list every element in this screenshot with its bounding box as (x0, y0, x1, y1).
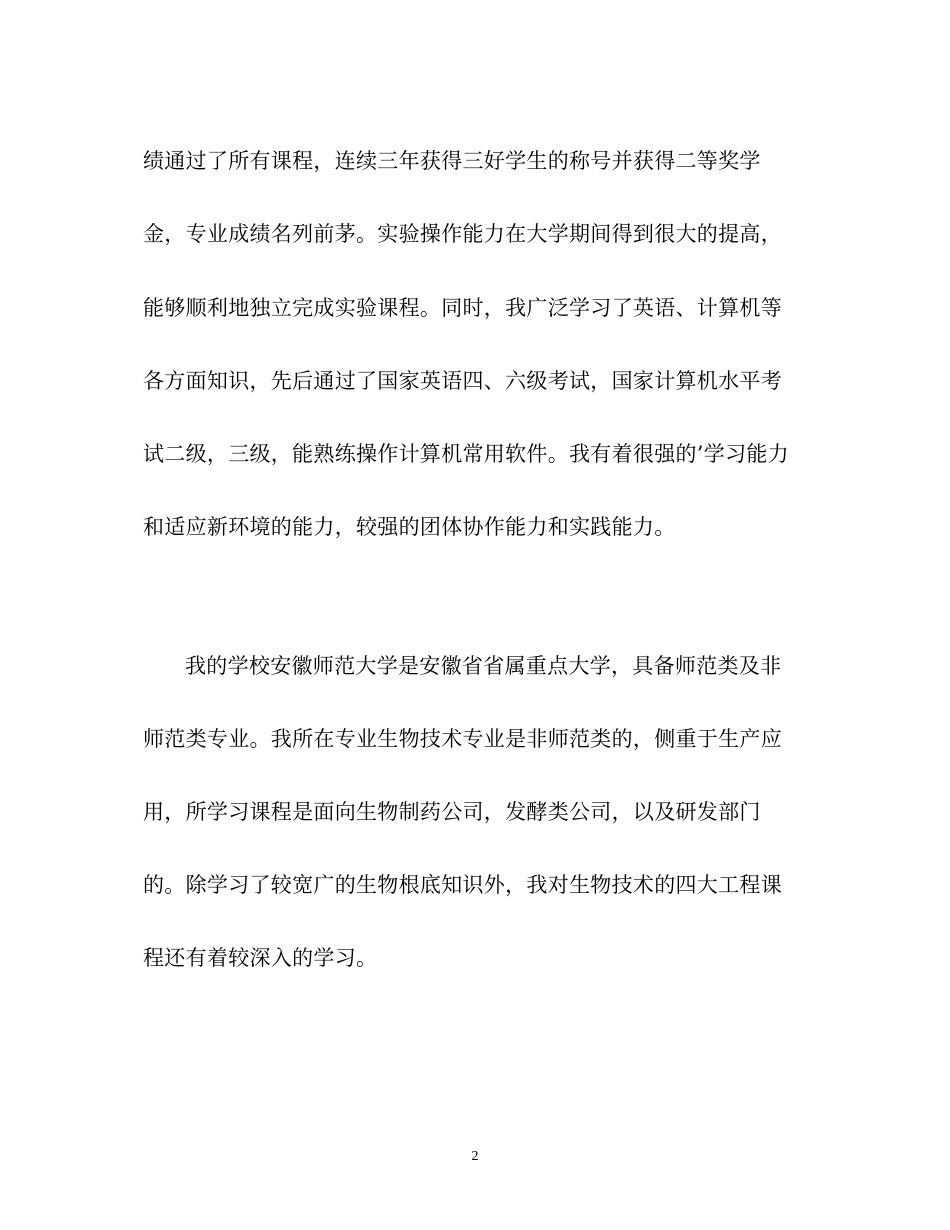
text-line: 金，专业成绩名列前茅。实验操作能力在大学期间得到很大的提高， (143, 222, 782, 246)
text-line: 绩通过了所有课程，连续三年获得三好学生的称号并获得二等奖学 (143, 149, 761, 173)
text-line: 程还有着较深入的学习。 (143, 946, 378, 970)
text-line: 各方面知识，先后通过了国家英语四、六级考试，国家计算机水平考 (143, 369, 782, 393)
text-line: 和适应新环境的能力，较强的团体协作能力和实践能力。 (143, 515, 676, 539)
text-line: 试二级，三级，能熟练操作计算机常用软件。我有着很强的’学习能力 (143, 442, 789, 466)
text-line: 的。除学习了较宽广的生物根底知识外，我对生物技术的四大工程课 (143, 873, 782, 897)
text-line: 能够顺利地独立完成实验课程。同时，我广泛学习了英语、计算机等 (143, 296, 782, 320)
text-line: 我的学校安徽师范大学是安徽省省属重点大学，具备师范类及非 (185, 654, 782, 678)
text-line: 师范类专业。我所在专业生物技术专业是非师范类的，侧重于生产应 (143, 727, 782, 751)
page-number: 2 (471, 1149, 479, 1164)
text-line: 用，所学习课程是面向生物制药公司，发酵类公司，以及研发部门 (143, 800, 761, 824)
